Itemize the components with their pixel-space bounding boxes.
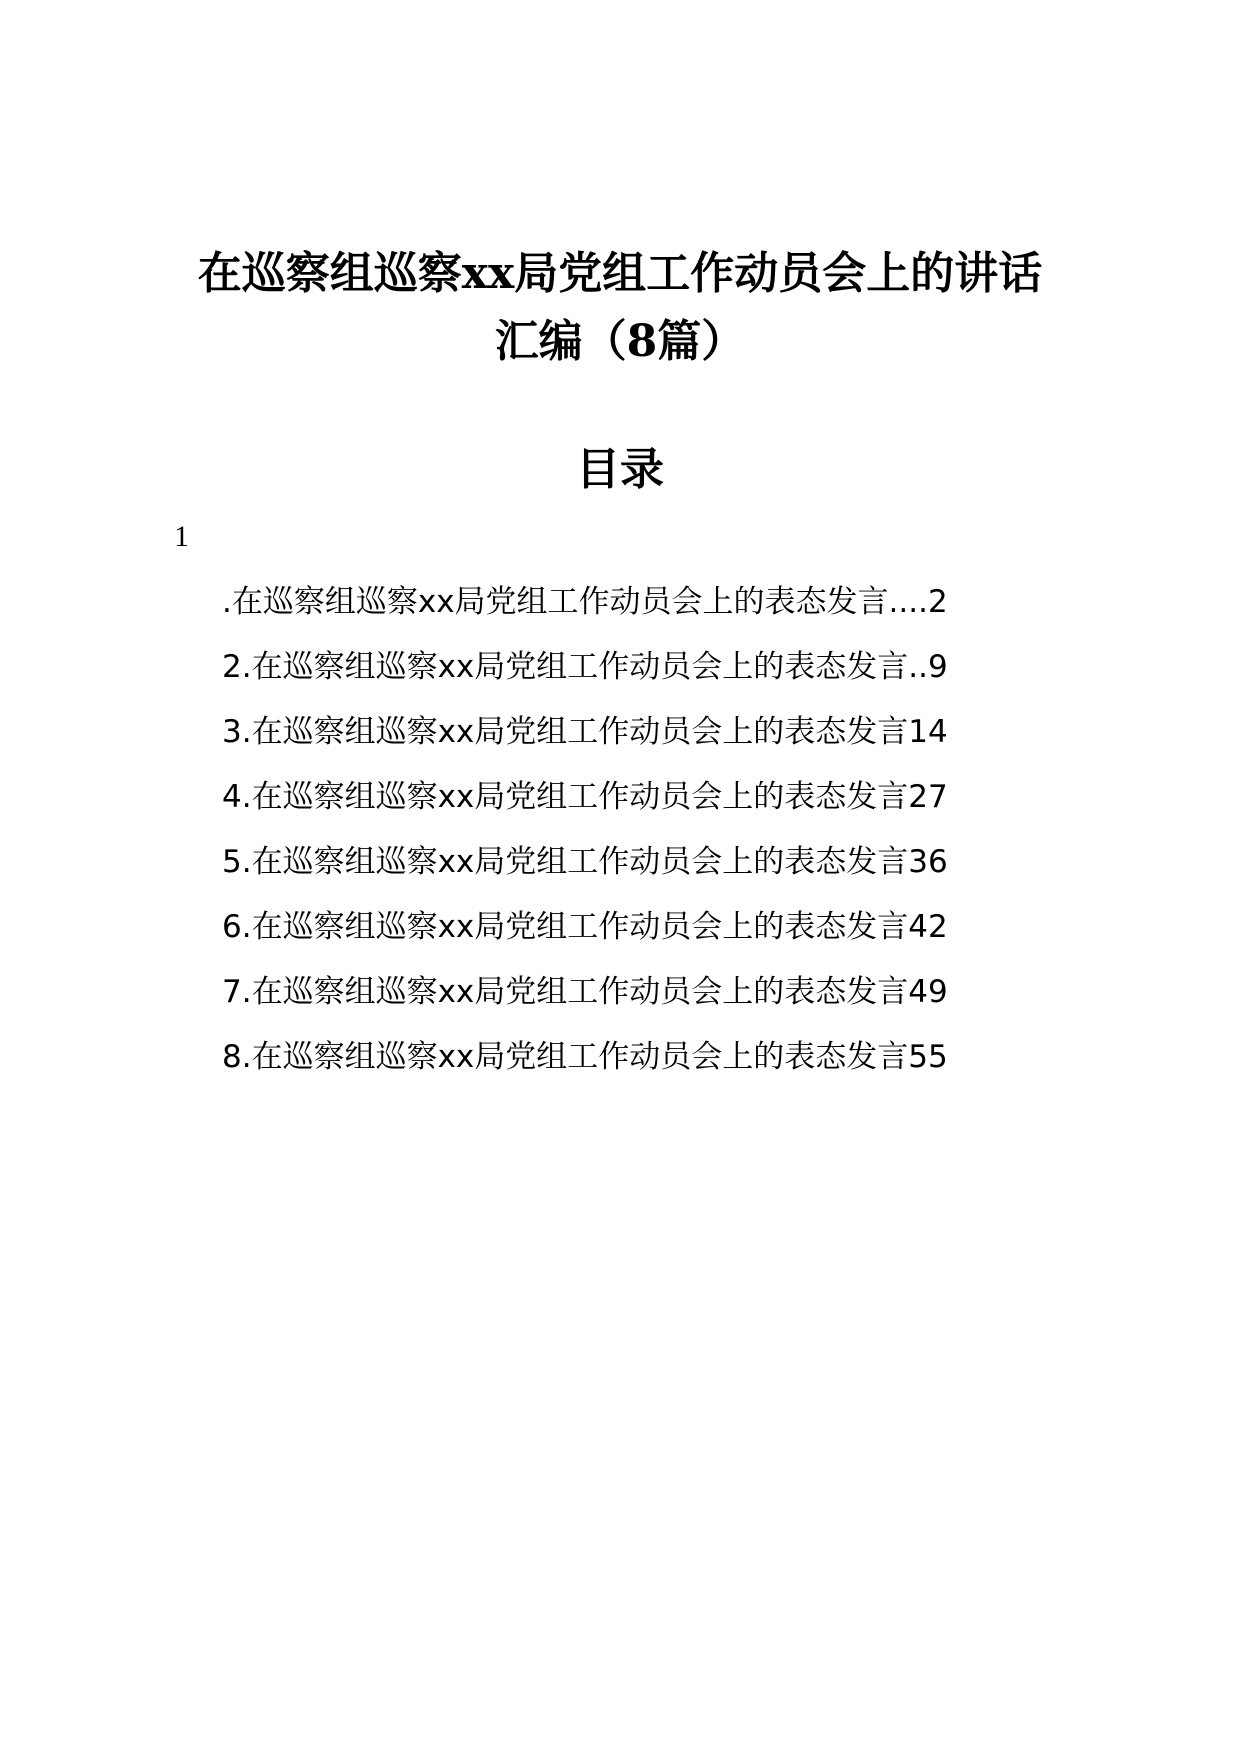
table-of-contents — [222, 582, 1042, 1102]
toc-item-page: 14 — [908, 714, 948, 750]
toc-item-text: 6.在巡察组巡察xx局党组工作动员会上的表态发言 — [222, 909, 909, 945]
toc-item-text: 7.在巡察组巡察xx局党组工作动员会上的表态发言 — [222, 974, 909, 1010]
toc-item-page: 55 — [908, 1039, 948, 1075]
toc-item-text: .在巡察组巡察xx局党组工作动员会上的表态发言 — [222, 584, 889, 620]
stray-number: 1 — [174, 520, 189, 553]
toc-item-5[interactable] — [222, 842, 1042, 907]
document-title-line-2: 汇编（8篇） — [494, 316, 746, 367]
toc-heading: 目录 — [576, 444, 664, 495]
toc-item-8[interactable] — [222, 1037, 1042, 1102]
toc-item-text: 4.在巡察组巡察xx局党组工作动员会上的表态发言 — [222, 779, 909, 815]
toc-item-2[interactable] — [222, 647, 1042, 712]
toc-item-6[interactable] — [222, 907, 1042, 972]
toc-item-4[interactable] — [222, 777, 1042, 842]
toc-item-text: 3.在巡察组巡察xx局党组工作动员会上的表态发言 — [222, 714, 909, 750]
toc-item-page: 2 — [927, 584, 948, 620]
toc-item-7[interactable] — [222, 972, 1042, 1037]
document-title-line-1: 在巡察组巡察xx局党组工作动员会上的讲话 — [197, 248, 1043, 299]
toc-item-3[interactable] — [222, 712, 1042, 777]
toc-item-page: 36 — [908, 844, 948, 880]
toc-item-text: 2.在巡察组巡察xx局党组工作动员会上的表态发言 — [222, 649, 909, 685]
toc-item-page: 42 — [908, 909, 948, 945]
toc-item-page: 49 — [908, 974, 948, 1010]
toc-item-text: 5.在巡察组巡察xx局党组工作动员会上的表态发言 — [222, 844, 909, 880]
toc-item-page: 9 — [928, 649, 948, 685]
toc-item-1[interactable] — [222, 582, 1042, 647]
toc-item-leader: .... — [888, 584, 928, 620]
toc-item-text: 8.在巡察组巡察xx局党组工作动员会上的表态发言 — [222, 1039, 909, 1075]
toc-item-page: 27 — [908, 779, 948, 815]
toc-item-leader: .. — [908, 649, 928, 685]
